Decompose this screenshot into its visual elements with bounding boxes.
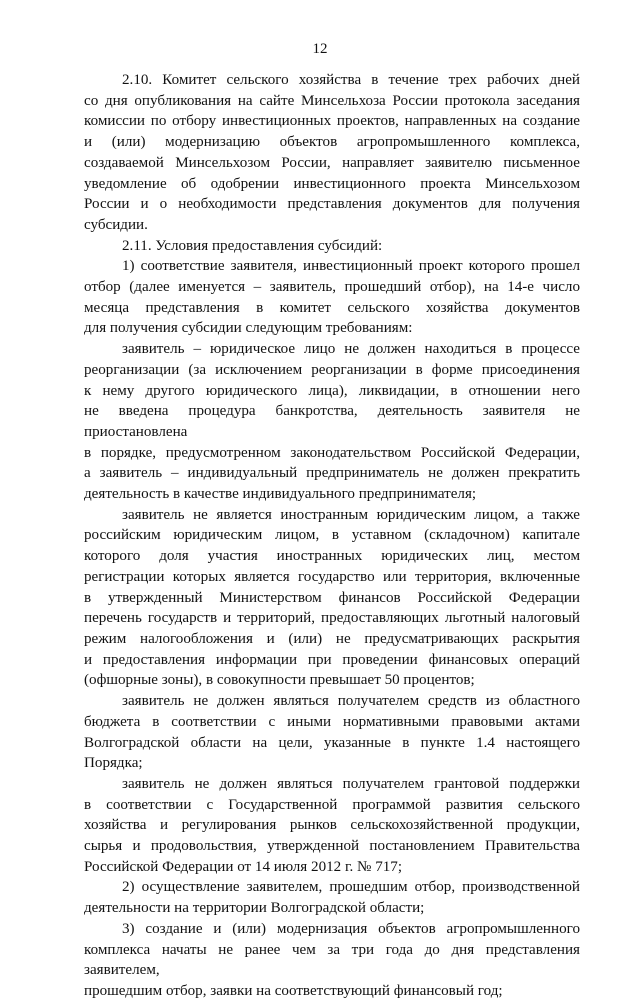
text-line: которого доля участия иностранных юридических лиц, местом xyxy=(84,548,580,565)
paragraph-p-req-1 xyxy=(84,339,580,505)
text-line: месяца представления в комитет сельского хозяйства документов xyxy=(84,299,580,316)
text-line: для получения субсидии следующим требованиям: xyxy=(84,320,413,337)
text-line: не введена процедура банкротства, деятельность заявителя не приостановлена xyxy=(84,403,580,440)
text-line: сырья и продовольствия, утвержденной постановлением Правительства xyxy=(84,838,580,855)
text-line: реорганизации (за исключением реорганизации в форме присоединения xyxy=(84,361,580,378)
text-line: 2.10. Комитет сельского хозяйства в течение трех рабочих дней xyxy=(122,72,580,88)
text-line: перечень государств и территорий, предоставляющих льготный налоговый xyxy=(84,610,580,627)
paragraph-p-2-10 xyxy=(84,70,580,236)
text-line: Российской Федерации от 14 июля 2012 г. № 717; xyxy=(84,858,403,875)
text-line: уведомление об одобрении инвестиционного проекта Минсельхозом xyxy=(84,175,580,192)
text-line: заявитель не является иностранным юридическим лицом, а также xyxy=(122,506,580,523)
text-line: деятельности на территории Волгоградской области; xyxy=(84,900,425,917)
text-line: субсидии. xyxy=(84,216,148,233)
text-line: в соответствии с Государственной программой развития сельского xyxy=(84,796,580,813)
text-line: бюджета в соответствии с иными нормативными правовыми актами xyxy=(84,713,580,730)
paragraph-p-cond-1 xyxy=(84,256,580,339)
document-body xyxy=(84,70,580,1002)
text-line: 2) осуществление заявителем, прошедшим отбор, производственной xyxy=(122,879,580,896)
text-line: и (или) модернизацию объектов агропромышленного комплекса, xyxy=(84,134,580,151)
text-line: заявитель не должен являться получателем грантовой поддержки xyxy=(122,775,580,792)
text-line: 2.11. Условия предоставления субсидий: xyxy=(122,237,383,254)
paragraph-p-req-3 xyxy=(84,691,580,774)
text-line: а заявитель – индивидуальный предприниматель не должен прекратить xyxy=(84,465,580,482)
text-line: России и о необходимости представления документов для получения xyxy=(84,196,580,213)
text-line: и предоставления информации при проведении финансовых операций xyxy=(84,651,580,668)
paragraph-p-cond-3 xyxy=(84,919,580,1002)
text-line: комплекса начаты не ранее чем за три года до дня представления заявителем, xyxy=(84,941,580,979)
text-line: в утвержденный Министерством финансов Российской Федерации xyxy=(84,589,580,606)
text-line: комиссии по отбору инвестиционных проектов, направленных на создание xyxy=(84,113,580,130)
text-line: (офшорные зоны), в совокупности превышает 50 процентов; xyxy=(84,672,475,689)
paragraph-p-2-11 xyxy=(84,236,580,257)
text-line: заявитель не должен являться получателем средств из областного xyxy=(122,693,580,710)
text-line: заявитель – юридическое лицо не должен находиться в процессе xyxy=(122,341,580,358)
paragraph-p-req-4 xyxy=(84,774,580,878)
text-line: 3) создание и (или) модернизация объектов агропромышленного xyxy=(122,920,580,937)
text-line: российским юридическим лицом, в уставном (складочном) капитале xyxy=(84,527,580,544)
text-line: хозяйства и регулирования рынков сельскохозяйственной продукции, xyxy=(84,817,580,834)
text-line: создаваемой Минсельхозом России, направляет заявителю письменное xyxy=(84,154,580,171)
paragraph-p-cond-2 xyxy=(84,877,580,918)
text-line: режим налогообложения и (или) не предусматривающих раскрытия xyxy=(84,630,580,647)
page-number: 12 xyxy=(312,41,328,57)
text-line: Волгоградской области на цели, указанные в пункте 1.4 настоящего xyxy=(84,734,580,751)
text-line: 1) соответствие заявителя, инвестиционный проект которого прошел xyxy=(122,258,580,275)
text-line: к нему другого юридического лица), ликвидации, в отношении него xyxy=(84,382,580,399)
text-line: со дня опубликования на сайте Минсельхоза России протокола заседания xyxy=(84,92,580,109)
text-line: прошедшим отбор, заявки на соответствующий финансовый год; xyxy=(84,982,503,999)
text-line: деятельность в качестве индивидуального предпринимателя; xyxy=(84,486,477,503)
text-line: отбор (далее именуется – заявитель, прошедший отбор), на 14-е число xyxy=(84,279,580,296)
paragraph-p-req-2 xyxy=(84,505,580,691)
text-line: в порядке, предусмотренном законодательством Российской Федерации, xyxy=(84,444,580,461)
text-line: Порядка; xyxy=(84,755,143,772)
text-line: регистрации которых является государство или территория, включенные xyxy=(84,568,580,585)
